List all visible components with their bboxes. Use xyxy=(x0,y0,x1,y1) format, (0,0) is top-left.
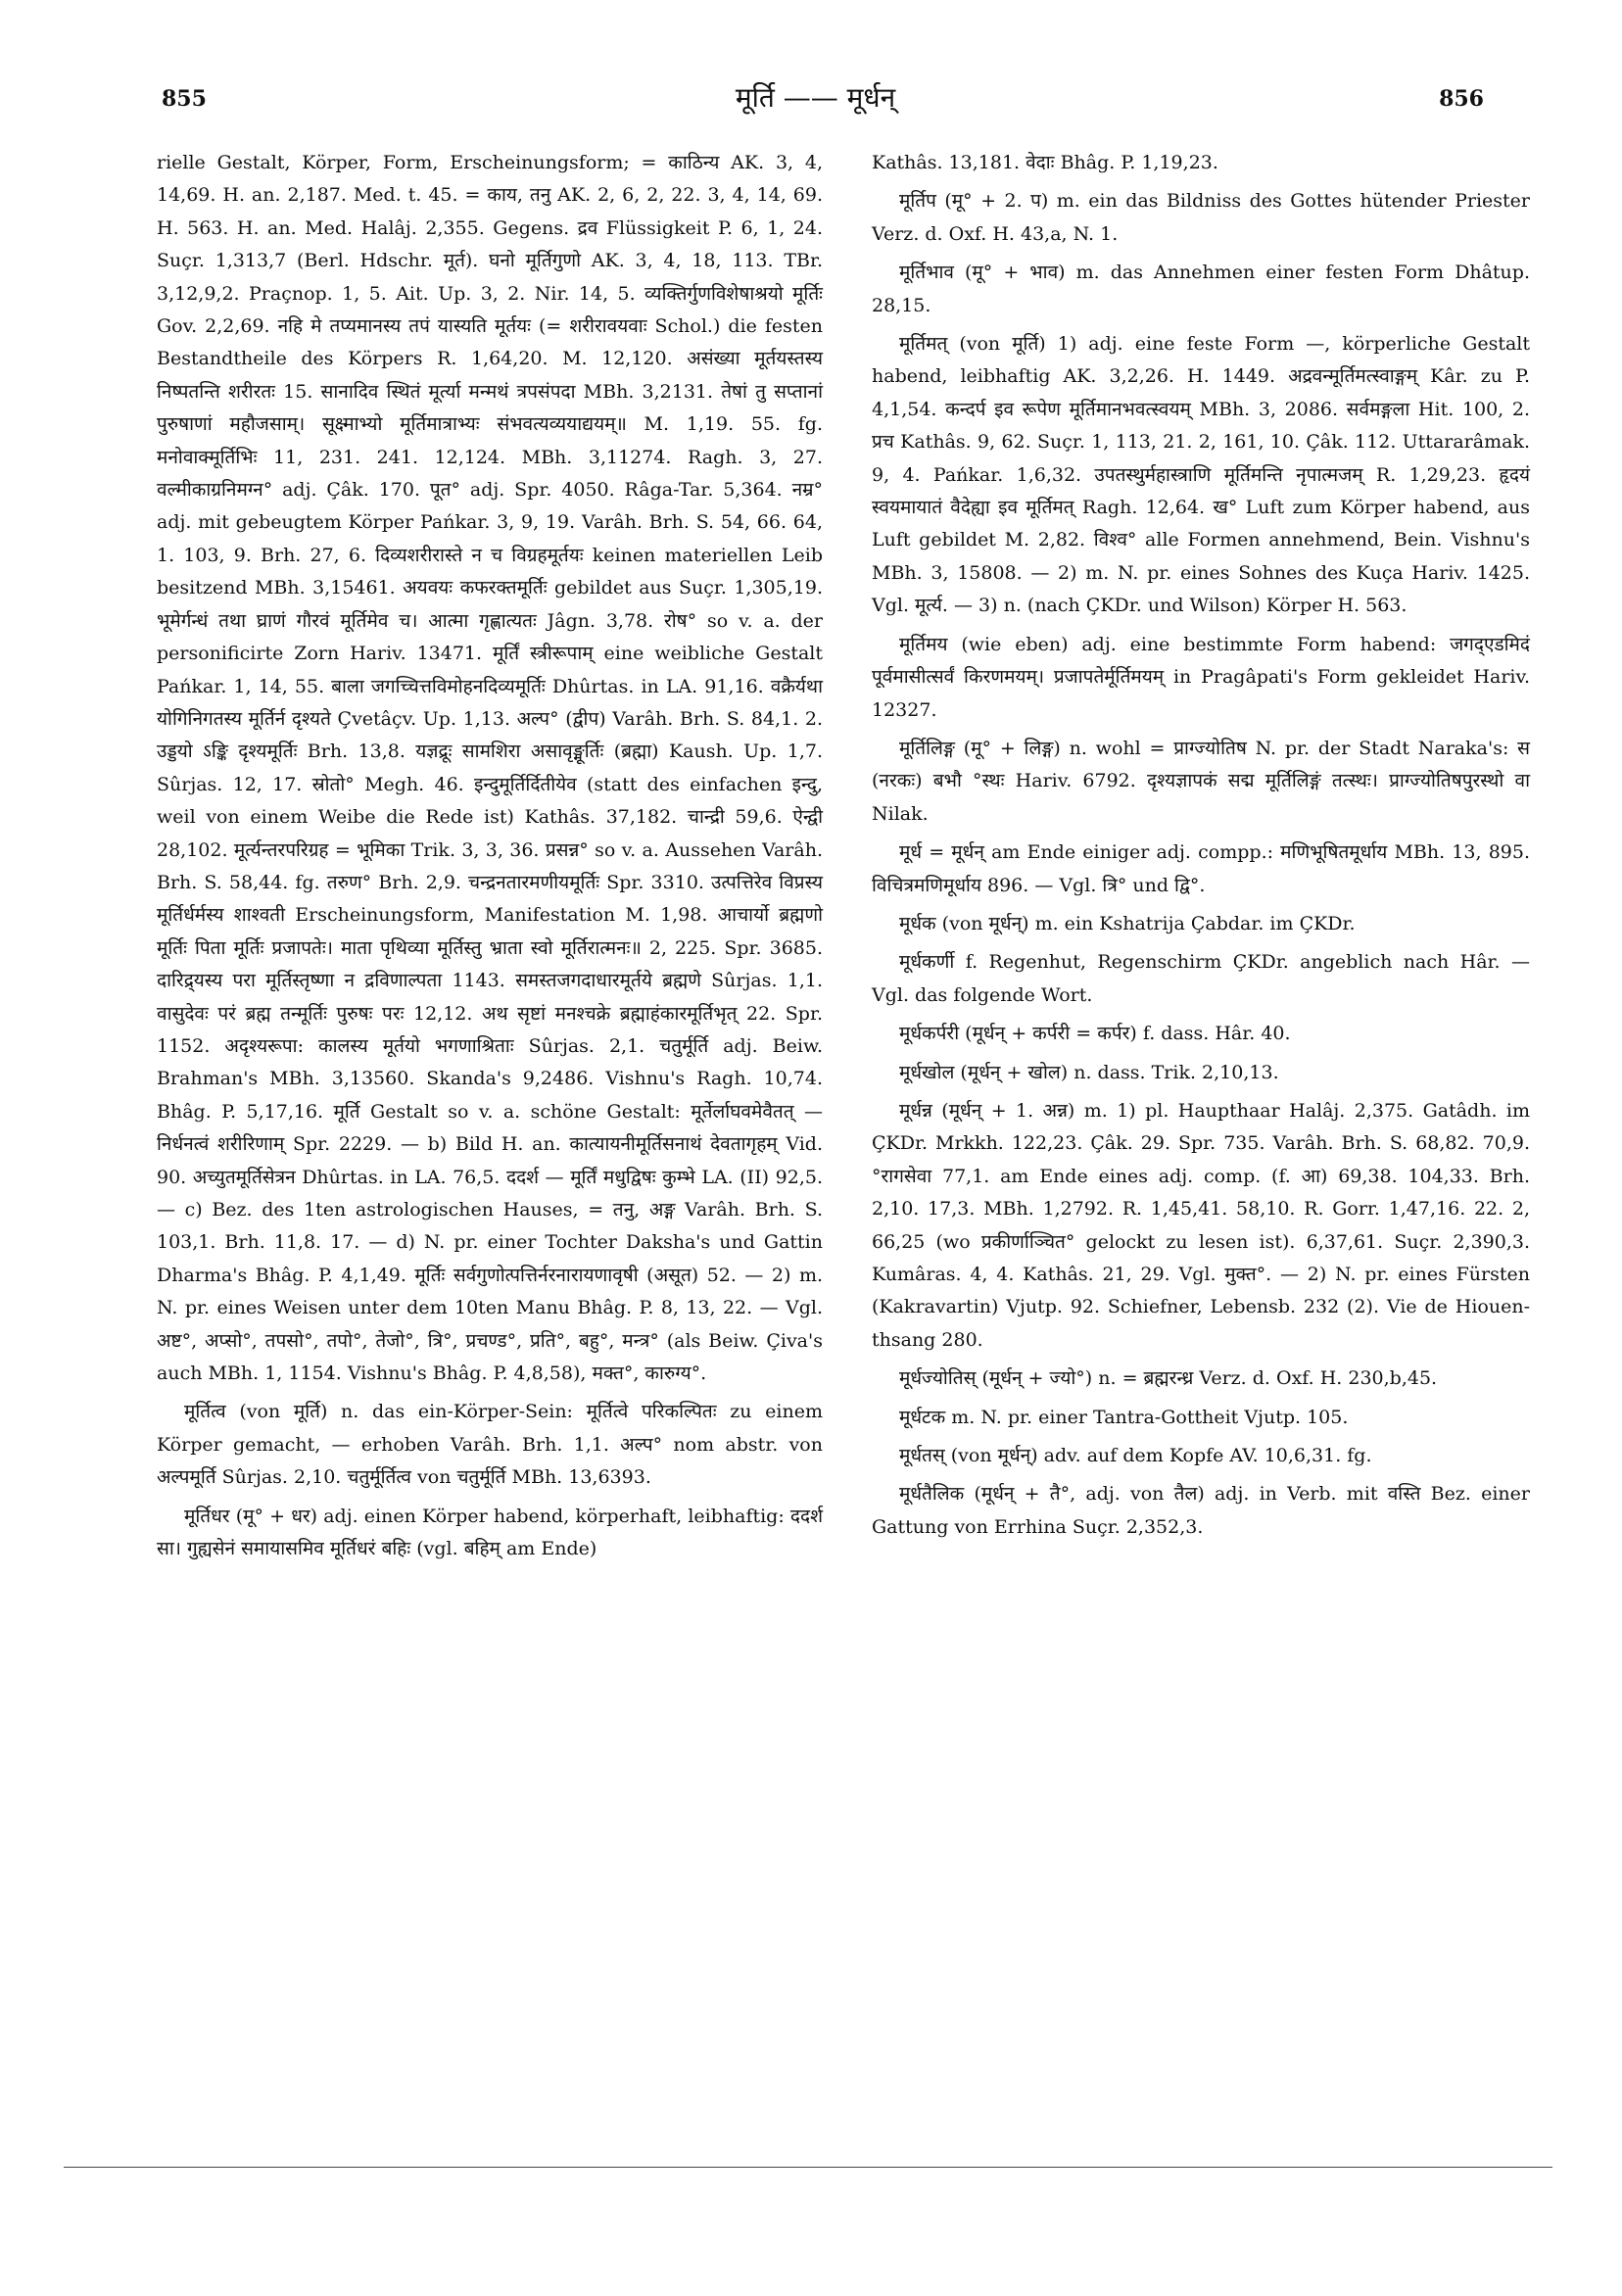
right-column xyxy=(872,147,1530,1550)
footer-rule xyxy=(64,2167,1552,2168)
entry-text: मूर्तिलिङ्ग (मू° + लिङ्ग) n. wohl = प्राग्ज्योतिष N. pr. der Stadt Naraka's: स (नरकः) बभौ °स्थः Hariv. 6792. दृश्यज्ञापकं सद्म मूर्तिलिङ्गं तत्स्थः। प्राग्ज्योतिषपुरस्थो वा Nilak. xyxy=(872,737,1530,825)
entry-text: Kathâs. 13,181. वेदाः Bhâg. P. 1,19,23. xyxy=(872,152,1218,173)
entry-text: मूर्तिमय (wie eben) adj. eine bestimmte Form habend: जगद्एडमिदं पूर्वमासीत्सर्वं किरणमयम्। प्रजापतेर्मूर्तिमयम् in Pragâpati's Form gekleidet Hariv. 12327. xyxy=(872,633,1530,721)
entry-text: मूर्धकर्णी f. Regenhut, Regenschirm ÇKDr. angeblich nach Hâr. — Vgl. das folgende Wort. xyxy=(872,951,1530,1006)
entry-text: मूर्तित्व (von मूर्ति) n. das ein-Körper-Sein: मूर्तित्वे परिकल्पितः zu einem Körper gemacht, — erhoben Varâh. Brh. 1,1. अल्प° nom abstr. von अल्पमूर्ति Sûrjas. 2,10. चतुर्मूर्तित्व von चतुर्मूर्ति MBh. 13,6393. xyxy=(157,1401,823,1489)
page-number-right: 856 xyxy=(1439,86,1484,112)
entry-text: मूर्तिभाव (मू° + भाव) m. das Annehmen einer festen Form Dhâtup. 28,15. xyxy=(872,262,1530,316)
entry-text: मूर्धतस् (von मूर्धन्) adv. auf dem Kopfe AV. 10,6,31. fg. xyxy=(899,1445,1372,1467)
entry-text: मूर्धक (von मूर्धन्) m. ein Kshatrija Çabdar. im ÇKDr. xyxy=(899,912,1356,934)
entry-text: मूर्धटक m. N. pr. einer Tantra-Gottheit Vjutp. 105. xyxy=(899,1406,1349,1428)
entry-text: मूर्तिधर (मू° + धर) adj. einen Körper habend, körperhaft, leibhaftig: ददर्श सा। गुह्यसेनं समायासमिव मूर्तिधरं बहिः (vgl. बहिम् am Ende) xyxy=(157,1505,823,1560)
entry-text: मूर्तिप (मू° + 2. प) m. ein das Bildniss des Gottes hütender Priester Verz. d. Oxf. H. 43,a, N. 1. xyxy=(872,190,1530,245)
page-header xyxy=(147,81,1484,125)
running-head: मूर्ति —— मूर्धन् xyxy=(735,81,896,114)
page-number-left: 855 xyxy=(162,86,207,112)
entry-text: मूर्धन्न (मूर्धन् + 1. अन्न) m. 1) pl. Haupthaar Halâj. 2,375. Gatâdh. im ÇKDr. Mrkkh. 122,23. Çâk. 29. Spr. 735. Varâh. Brh. S. 68,82. 70,9. °रागसेवा 77,1. am Ende eines adj. comp. (f. आ) 69,38. 104,33. Brh. 2,10. 17,3. MBh. 1,2792. R. 1,45,41. 58,10. R. Gorr. 1,47,16. 22. 2, 66,25 (wo प्रकीर्णाञ्चित° gelockt zu lesen ist). 6,37,61. Suçr. 2,390,3. Kumâras. 4, 4. Kathâs. 21, 29. Vgl. मुक्त°. — 2) N. pr. eines Fürsten (Kakravartin) Vjutp. 92. Schiefner, Lebensb. 232 (2). Vie de Hiouen-thsang 280. xyxy=(872,1099,1530,1351)
entry-text: मूर्धतैलिक (मूर्धन् + तै°, adj. von तैल) adj. in Verb. mit वस्ति Bez. einer Gattung von Errhina Suçr. 2,352,3. xyxy=(872,1483,1530,1538)
entry-text: मूर्तिमत् (von मूर्ति) 1) adj. eine feste Form —, körperliche Gestalt habend, leibhaftig AK. 3,2,26. H. 1449. अद्रवन्मूर्तिमत्स्वाङ्गम् Kâr. zu P. 4,1,54. कन्दर्प इव रूपेण मूर्तिमानभवत्स्वयम् MBh. 3, 2086. सर्वमङ्गला Hit. 100, 2. प्रच Kathâs. 9, 62. Suçr. 1, 113, 21. 2, 161, 10. Çâk. 112. Uttararâmak. 9, 4. Pańkar. 1,6,32. उपतस्थुर्महास्त्राणि मूर्तिमन्ति नृपात्मजम् R. 1,29,23. हृदयं स्वयमायातं वैदेह्या इव मूर्तिमत् Ragh. 12,64. ख° Luft zum Körper habend, aus Luft gebildet M. 2,82. विश्व° alle Formen annehmend, Bein. Vishnu's MBh. 3, 15808. — 2) m. N. pr. eines Sohnes des Kuça Hariv. 1425. Vgl. मूर्त्य. — 3) n. (nach ÇKDr. und Wilson) Körper H. 563. xyxy=(872,333,1530,617)
entry-text: मूर्धखोल (मूर्धन् + खोल) n. dass. Trik. 2,10,13. xyxy=(899,1061,1279,1083)
entry-text: मूर्धकर्परी (मूर्धन् + कर्परी = कर्पर) f. dass. Hâr. 40. xyxy=(899,1023,1291,1045)
entry-text: मूर्धज्योतिस् (मूर्धन् + ज्यो°) n. = ब्रह्मरन्ध्र Verz. d. Oxf. H. 230,b,45. xyxy=(899,1367,1438,1390)
entry-text: rielle Gestalt, Körper, Form, Erscheinungsform; = काठिन्य AK. 3, 4, 14,69. H. an. 2,187. Med. t. 45. = काय, तनु AK. 2, 6, 2, 22. 3, 4, 14, 69. H. 563. H. an. Med. Halâj. 2,355. Gegens. द्रव Flüssigkeit P. 6, 1, 24. Suçr. 1,313,7 (Berl. Hdschr. मूर्त). घनो मूर्तिगुणो AK. 3, 4, 18, 113. TBr. 3,12,9,2. Praçnop. 1, 5. Ait. Up. 3, 2. Nir. 14, 5. व्यक्तिर्गुणविशेषाश्रयो मूर्तिः Gov. 2,2,69. नहि मे तप्यमानस्य तपं यास्यति मूर्तयः (= शरीरावयवाः Schol.) die festen Bestandtheile des Körpers R. 1,64,20. M. 12,120. असंख्या मूर्तयस्तस्य निष्पतन्ति शरीरतः 15. सानादिव स्थितं मूर्त्या मन्मथं त्रपसंपदा MBh. 3,2131. तेषां तु सप्तानां पुरुषाणां महौजसाम्। सूक्ष्माभ्यो मूर्तिमात्राभ्यः संभवत्यव्ययाद्ययम्॥ M. 1,19. 55. fg. मनोवाक्मूर्तिभिः 11, 231. 241. 12,124. MBh. 3,11274. Ragh. 3, 27. वल्मीकाग्रनिमग्न° adj. Çâk. 170. पूत° adj. Spr. 4050. Râga-Tar. 5,364. नम्र° adj. mit gebeugtem Körper Pańkar. 3, 9, 19. Varâh. Brh. S. 54, 66. 64, 1. 103, 9. Brh. 27, 6. दिव्यशरीरास्ते न च विग्रहमूर्तयः keinen materiellen Leib besitzend MBh. 3,15461. अयवयः कफरक्तमूर्तिः gebildet aus Suçr. 1,305,19. भूमेर्गन्धं तथा घ्राणं गौरवं मूर्तिमेव च। आत्मा गृह्णात्यतः Jâgn. 3,78. रोष° so v. a. der personificirte Zorn Hariv. 13471. मूर्तिं स्त्रीरूपाम् eine weibliche Gestalt Pańkar. 1, 14, 55. बाला जगच्चित्तविमोहनदिव्यमूर्तिः Dhûrtas. in LA. 91,16. वक्रैर्यथा योगिनिगतस्य मूर्तिर्न दृश्यते Çvetâçv. Up. 1,13. अल्प° (द्वीप) Varâh. Brh. S. 84,1. 2. उड्डयो ऽङ्कि दृश्यमूर्तिः Brh. 13,8. यज्ञद्रूः सामशिरा असावृङ्मूर्तिः (ब्रह्मा) Kaush. Up. 1,7. Sûrjas. 12, 17. स्रोतो° Megh. 46. इन्दुमूर्तिर्दितीयेव (statt des einfachen इन्दु, weil von einem Weibe die Rede ist) Kathâs. 37,182. चान्द्री 59,6. ऐन्द्वी 28,102. मूर्त्यन्तरपरिग्रह = भूमिका Trik. 3, 3, 36. प्रसन्न° so v. a. Aussehen Varâh. Brh. S. 58,44. fg. तरुण° Brh. 2,9. चन्द्रनतारमणीयमूर्तिः Spr. 3310. उत्पत्तिरेव विप्रस्य मूर्तिर्धर्मस्य शाश्वती Erscheinungsform, Manifestation M. 1,98. आचार्यो ब्रह्मणो मूर्तिः पिता मूर्तिः प्रजापतेः। माता पृथिव्या मूर्तिस्तु भ्राता स्वो मूर्तिरात्मनः॥ 2, 225. Spr. 3685. दारिद्र्यस्य परा मूर्तिस्तृष्णा न द्रविणाल्पता 1143. समस्तजगदाधारमूर्तये ब्रह्मणे Sûrjas. 1,1. वासुदेवः परं ब्रह्म तन्मूर्तिः पुरुषः परः 12,12. अथ सृष्टां मनश्चक्रे ब्रह्माहंकारमूर्तिभृत् 22. Spr. 1152. अदृश्यरूपा: कालस्य मूर्तयो भगणाश्रिताः Sûrjas. 2,1. चतुर्मूर्ति adj. Beiw. Brahman's MBh. 3,13560. Skanda's 9,2486. Vishnu's Ragh. 10,74. Bhâg. P. 5,17,16. मूर्ति Gestalt so v. a. schöne Gestalt: मूर्तेर्लाघवमेवैतत् — निर्धनत्वं शरीरिणाम् Spr. 2229. — b) Bild H. an. कात्यायनीमूर्तिसनाथं देवतागृहम् Vid. 90. अच्युतमूर्तिसेत्रन Dhûrtas. in LA. 76,5. ददर्श — मूर्तिं मधुद्विषः कुम्भे LA. (II) 92,5. — c) Bez. des 1ten astrologischen Hauses, = तनु, अङ्ग Varâh. Brh. S. 103,1. Brh. 11,8. 17. — d) N. pr. einer Tochter Daksha's und Gattin Dharma's Bhâg. P. 4,1,49. मूर्तिः सर्वगुणोत्पत्तिर्नरनारायणावृषी (असूत) 52. — 2) m. N. pr. eines Weisen unter dem 10ten Manu Bhâg. P. 8, 13, 22. — Vgl. अष्ट°, अप्सो°, तपसो°, तपो°, तेजो°, त्रि°, प्रचण्ड°, प्रति°, बहु°, मन्त्र° (als Beiw. Çiva's auch MBh. 1, 1154. Vishnu's Bhâg. P. 4,8,58), मक्त°, कारुग्य°. xyxy=(157,152,823,1385)
left-column xyxy=(157,147,823,1571)
entry-text: मूर्ध = मूर्धन् am Ende einiger adj. compp.: मणिभूषितमूर्धाय MBh. 13, 895. विचित्रमणिमूर्धाय 896. — Vgl. त्रि° und द्वि°. xyxy=(872,841,1530,896)
